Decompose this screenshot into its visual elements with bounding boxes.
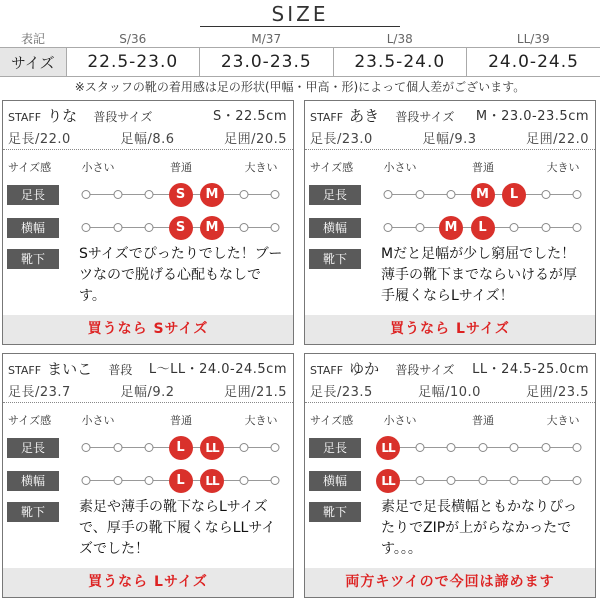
scale-dot [541, 443, 550, 452]
size-table-cell: 23.0-23.5 [200, 48, 334, 77]
verdict: 買うなら Lサイズ [3, 568, 293, 597]
size-mark: M [471, 183, 495, 207]
foot-measurements [8, 381, 287, 400]
dotted-divider [305, 149, 595, 150]
verdict: 買うなら Sサイズ [3, 315, 293, 344]
scale-dot [478, 443, 487, 452]
usual-size-label: 普段サイズ [395, 363, 455, 377]
scale-dot [239, 443, 248, 452]
size-table-cell: 24.0-24.5 [467, 48, 600, 77]
size-table-header: LL/39 [516, 31, 550, 46]
size-table-cell: 23.5-24.0 [333, 48, 467, 77]
foot-measurements [310, 128, 589, 147]
size-table-header: S/36 [119, 31, 147, 46]
staff-comment: 素足で足長横幅ともかなりぴったりでZIPが上がらなかったです。。。 [381, 499, 577, 557]
scale-dot [145, 190, 154, 199]
usual-size-label: 普段サイズ [395, 110, 455, 124]
usual-size-value: L〜LL・24.0-24.5cm [148, 362, 287, 377]
socks-tag: 靴下 [7, 249, 59, 269]
page-title: SIZE [0, 2, 600, 26]
size-mark: L [471, 216, 495, 240]
scale-dot [239, 223, 248, 232]
scale-dot [573, 190, 582, 199]
foot-width-scale [381, 469, 577, 493]
scale-dot [145, 443, 154, 452]
measure-length: 足長/22.0 [8, 132, 71, 147]
size-mark: M [200, 216, 224, 240]
scale-dot [447, 190, 456, 199]
socks-tag: 靴下 [7, 502, 59, 522]
foot-width-tag: 横幅 [7, 471, 59, 491]
dotted-divider [305, 402, 595, 403]
staff-header [8, 105, 287, 123]
staff-name: ゆか [349, 360, 380, 378]
scale-dot [541, 476, 550, 485]
staff-label: STAFF [310, 364, 344, 377]
socks-tag: 靴下 [309, 249, 361, 269]
scale-dot [541, 190, 550, 199]
scale-dot [510, 223, 519, 232]
scale-small-label: 小さい [81, 161, 115, 174]
scale-dot [271, 443, 280, 452]
scale-dot [415, 190, 424, 199]
scale-large-label: 大きい [546, 161, 580, 174]
scale-dot [113, 223, 122, 232]
scale-dot [541, 223, 550, 232]
measure-width: 足幅/9.3 [422, 132, 477, 147]
scale-dot [447, 443, 456, 452]
measure-girth: 足囲/21.5 [224, 385, 287, 400]
staff-header [310, 105, 589, 123]
staff-label: STAFF [8, 364, 42, 377]
measure-length: 足長/23.5 [310, 385, 373, 400]
staff-name: あき [349, 107, 380, 125]
scale-dot [478, 476, 487, 485]
size-feel-label: サイズ感 [8, 414, 52, 427]
scale-dot [573, 223, 582, 232]
staff-comment: Sサイズでぴったりでした！ブーツなので脱げる心配もなしです。 [79, 246, 283, 304]
scale-dot [82, 223, 91, 232]
scale-small-label: 小さい [383, 414, 417, 427]
scale-dot [82, 476, 91, 485]
usual-size-value: M・23.0-23.5cm [475, 109, 589, 124]
foot-width-scale [86, 469, 275, 493]
fit-note: ※スタッフの靴の着用感は足の形状(甲幅・甲高・形)によって個人差がございます。 [74, 80, 526, 94]
size-mark: L [169, 436, 193, 460]
size-mark: M [200, 183, 224, 207]
scale-dot [113, 443, 122, 452]
foot-length-tag: 足長 [7, 185, 59, 205]
measure-width: 足幅/10.0 [418, 385, 481, 400]
foot-width-tag: 横幅 [309, 218, 361, 238]
scale-large-label: 大きい [244, 414, 278, 427]
size-table [0, 30, 600, 77]
scale-dot [415, 223, 424, 232]
staff-name: まいこ [47, 360, 93, 378]
size-table-header: M/37 [251, 31, 282, 46]
foot-length-tag: 足長 [309, 185, 361, 205]
title-underline [200, 26, 400, 27]
size-mark: LL [200, 469, 224, 493]
staff-card [304, 100, 596, 345]
dotted-divider [3, 149, 293, 150]
size-mark: L [169, 469, 193, 493]
verdict: 買うなら Lサイズ [305, 315, 595, 344]
foot-width-tag: 横幅 [7, 218, 59, 238]
scale-normal-label: 普通 [170, 161, 192, 174]
foot-length-scale [86, 183, 275, 207]
scale-dot [145, 476, 154, 485]
staff-header [310, 358, 589, 376]
foot-length-tag: 足長 [309, 438, 361, 458]
foot-length-scale [381, 436, 577, 460]
measure-width: 足幅/8.6 [120, 132, 175, 147]
size-mark: LL [376, 469, 400, 493]
scale-dot [145, 223, 154, 232]
scale-large-label: 大きい [244, 161, 278, 174]
scale-dot [113, 476, 122, 485]
usual-size-label: 普段 [108, 363, 133, 377]
size-mark: S [169, 183, 193, 207]
staff-label: STAFF [310, 111, 344, 124]
size-table-header: L/38 [386, 31, 413, 46]
foot-length-tag: 足長 [7, 438, 59, 458]
staff-comment: 素足や薄手の靴下ならLサイズで、厚手の靴下履くならLLサイズでした！ [79, 499, 276, 557]
scale-dot [271, 476, 280, 485]
scale-dot [573, 443, 582, 452]
staff-comment: Mだと足幅が少し窮屈でした！薄手の靴下までならいけるが厚手履くならLサイズ！ [381, 246, 577, 304]
size-mark: LL [376, 436, 400, 460]
scale-normal-label: 普通 [472, 161, 494, 174]
size-mark: LL [200, 436, 224, 460]
measure-length: 足長/23.0 [310, 132, 373, 147]
scale-dot [384, 190, 393, 199]
scale-dot [271, 223, 280, 232]
staff-card [2, 353, 294, 598]
scale-dot [447, 476, 456, 485]
foot-length-scale [388, 183, 577, 207]
usual-size-label: 普段サイズ [93, 110, 153, 124]
measure-girth: 足囲/20.5 [224, 132, 287, 147]
scale-small-label: 小さい [383, 161, 417, 174]
foot-measurements [8, 128, 287, 147]
foot-length-scale [86, 436, 275, 460]
scale-dot [510, 443, 519, 452]
scale-normal-label: 普通 [170, 414, 192, 427]
size-table-header-label: 表記 [20, 32, 45, 46]
socks-tag: 靴下 [309, 502, 361, 522]
staff-header [8, 358, 287, 376]
measure-length: 足長/23.7 [8, 385, 71, 400]
scale-dot [82, 443, 91, 452]
scale-dot [239, 476, 248, 485]
verdict: 両方キツイので今回は諦めます [305, 568, 595, 597]
size-mark: M [439, 216, 463, 240]
usual-size-value: S・22.5cm [212, 109, 287, 124]
size-mark: S [169, 216, 193, 240]
scale-dot [239, 190, 248, 199]
usual-size-value: LL・24.5-25.0cm [472, 362, 589, 377]
scale-dot [510, 476, 519, 485]
staff-name: りな [47, 107, 78, 125]
scale-dot [82, 190, 91, 199]
measure-girth: 足囲/22.0 [526, 132, 589, 147]
foot-width-scale [388, 216, 577, 240]
measure-girth: 足囲/23.5 [526, 385, 589, 400]
foot-width-tag: 横幅 [309, 471, 361, 491]
size-table-cell: 22.5-23.0 [66, 48, 200, 77]
foot-width-scale [86, 216, 275, 240]
scale-dot [384, 223, 393, 232]
measure-width: 足幅/9.2 [120, 385, 175, 400]
staff-card [304, 353, 596, 598]
size-mark: L [502, 183, 526, 207]
foot-measurements [310, 381, 589, 400]
size-feel-label: サイズ感 [8, 161, 52, 174]
scale-dot [113, 190, 122, 199]
scale-dot [271, 190, 280, 199]
scale-large-label: 大きい [546, 414, 580, 427]
scale-normal-label: 普通 [472, 414, 494, 427]
scale-dot [415, 476, 424, 485]
staff-label: STAFF [8, 111, 42, 124]
size-feel-label: サイズ感 [310, 414, 354, 427]
size-feel-label: サイズ感 [310, 161, 354, 174]
staff-card [2, 100, 294, 345]
scale-dot [415, 443, 424, 452]
dotted-divider [3, 402, 293, 403]
scale-small-label: 小さい [81, 414, 115, 427]
scale-dot [573, 476, 582, 485]
size-table-row-label: サイズ [0, 48, 66, 77]
